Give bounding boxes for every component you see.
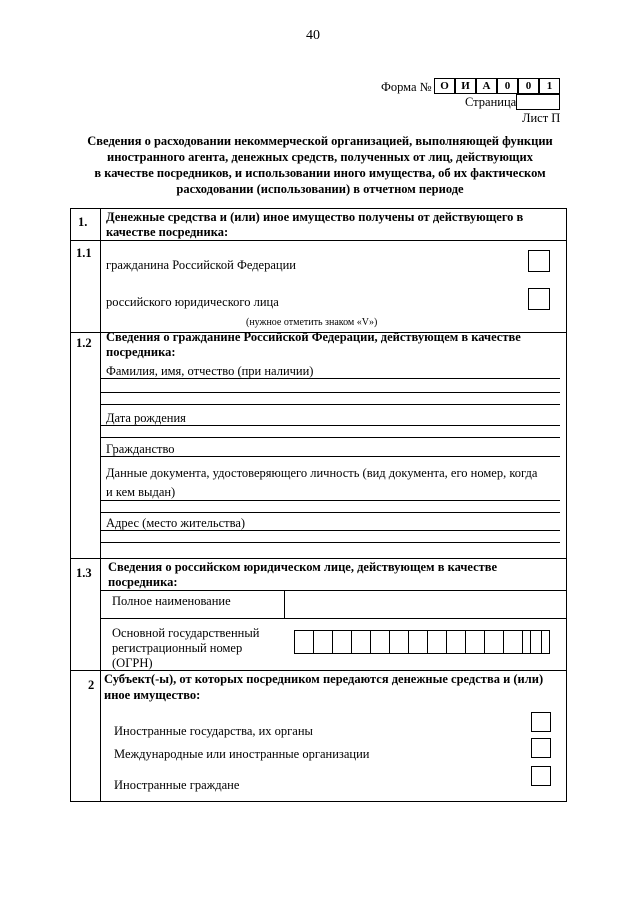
subject-option-label: Иностранные государства, их органы (114, 724, 313, 738)
fio-line[interactable] (100, 392, 560, 393)
table-border-right (566, 208, 567, 802)
subject-option-label: Иностранные граждане (114, 778, 240, 792)
title-line: расходовании (использовании) в отчетном периоде (176, 182, 464, 196)
ogrn-digit-cell[interactable] (530, 630, 550, 654)
subject-option-checkbox[interactable] (531, 738, 551, 758)
section-heading: посредника: (108, 575, 178, 589)
row-separator (70, 558, 567, 559)
fio-line[interactable] (100, 404, 560, 405)
ogrn-digit-cell[interactable] (503, 630, 523, 654)
section-heading: Сведения о российском юридическом лице, действующем в качестве (108, 560, 498, 574)
section-heading: посредника: (106, 345, 176, 359)
title-line: Сведения о расходовании некоммерческой организацией, выполняющей функции (87, 134, 553, 148)
field-label-ogrn: Основной государственный (112, 626, 260, 640)
form-code-cell: 0 (497, 78, 518, 94)
ogrn-digit-cell[interactable] (332, 630, 352, 654)
section-heading: иное имущество: (104, 688, 201, 702)
document-line[interactable] (100, 512, 560, 513)
section-heading: Денежные средства и (или) иное имущество получены от действующего в (106, 210, 524, 224)
field-label-fio: Фамилия, имя, отчество (при наличии) (106, 364, 314, 378)
section-number: 1.1 (76, 246, 92, 260)
ogrn-digit-cell[interactable] (446, 630, 466, 654)
field-label-birth: Дата рождения (106, 411, 186, 425)
ogrn-digit-cell[interactable] (313, 630, 333, 654)
field-label-ogrn: регистрационный номер (112, 641, 243, 655)
form-code-cell: А (476, 78, 497, 94)
address-line[interactable] (100, 530, 560, 531)
section-heading: качестве посредника: (106, 225, 229, 239)
citizenship-line[interactable] (100, 456, 560, 457)
ogrn-digit-cell[interactable] (484, 630, 504, 654)
birth-line[interactable] (100, 425, 560, 426)
title-line: в качестве посредников, и использовании иного имущества, об их фактическом (94, 166, 546, 180)
section-heading: Субъект(-ы), от которых посредником передаются денежные средства и (или) (104, 672, 544, 686)
row-separator (70, 240, 567, 241)
ogrn-digit-cell[interactable] (465, 630, 485, 654)
ogrn-digit-cell[interactable] (370, 630, 390, 654)
field-label-citizenship: Гражданство (106, 442, 175, 456)
ogrn-digit-cell[interactable] (389, 630, 409, 654)
field-label-full-name: Полное наименование (112, 594, 231, 608)
birth-line[interactable] (100, 437, 560, 438)
number-column-divider (100, 208, 101, 802)
field-label-document: Данные документа, удостоверяющего личность (вид документа, его номер, когда (106, 466, 538, 480)
sheet-label: Лист П (522, 111, 561, 125)
subsection-divider (100, 590, 567, 591)
table-border-top (70, 208, 567, 209)
page-label: Страница (465, 95, 517, 109)
option-legal-label: российского юридического лица (106, 295, 279, 309)
document-line[interactable] (100, 500, 560, 501)
field-label-document: и кем выдан) (106, 485, 176, 499)
form-label: Форма № (381, 80, 432, 94)
field-label-ogrn: (ОГРН) (112, 656, 153, 670)
section-number: 1.3 (76, 566, 92, 580)
option-citizen-label: гражданина Российской Федерации (106, 258, 296, 272)
page-number: 40 (306, 28, 320, 43)
subject-option-label: Международные или иностранные организации (114, 747, 370, 761)
fio-line[interactable] (100, 378, 560, 379)
ogrn-digit-cell[interactable] (427, 630, 447, 654)
option-legal-checkbox[interactable] (528, 288, 550, 310)
form-code-cell: 1 (539, 78, 560, 94)
ogrn-digit-cell[interactable] (351, 630, 371, 654)
form-code-cell: О (434, 78, 455, 94)
title-line: иностранного агента, денежных средств, полученных от лиц, действующих (107, 150, 533, 164)
table-border-bottom (70, 801, 567, 802)
form-code-cell: И (455, 78, 476, 94)
form-code-cell: 0 (518, 78, 539, 94)
checkbox-note: (нужное отметить знаком «V») (246, 317, 378, 328)
table-border-left (70, 208, 71, 802)
subject-option-checkbox[interactable] (531, 712, 551, 732)
full-name-bottom (100, 618, 567, 619)
section-number: 1. (78, 215, 88, 229)
subject-option-checkbox[interactable] (531, 766, 551, 786)
address-line[interactable] (100, 542, 560, 543)
ogrn-digit-cell[interactable] (294, 630, 314, 654)
ogrn-digit-cell[interactable] (408, 630, 428, 654)
section-number: 1.2 (76, 336, 92, 350)
option-citizen-checkbox[interactable] (528, 250, 550, 272)
section-heading: Сведения о гражданине Российской Федерации, действующем в качестве (106, 330, 521, 344)
full-name-divider (284, 590, 285, 618)
field-label-address: Адрес (место жительства) (106, 516, 246, 530)
page-number-field[interactable] (516, 94, 560, 110)
document-title (60, 133, 580, 197)
section-number: 2 (88, 678, 95, 692)
